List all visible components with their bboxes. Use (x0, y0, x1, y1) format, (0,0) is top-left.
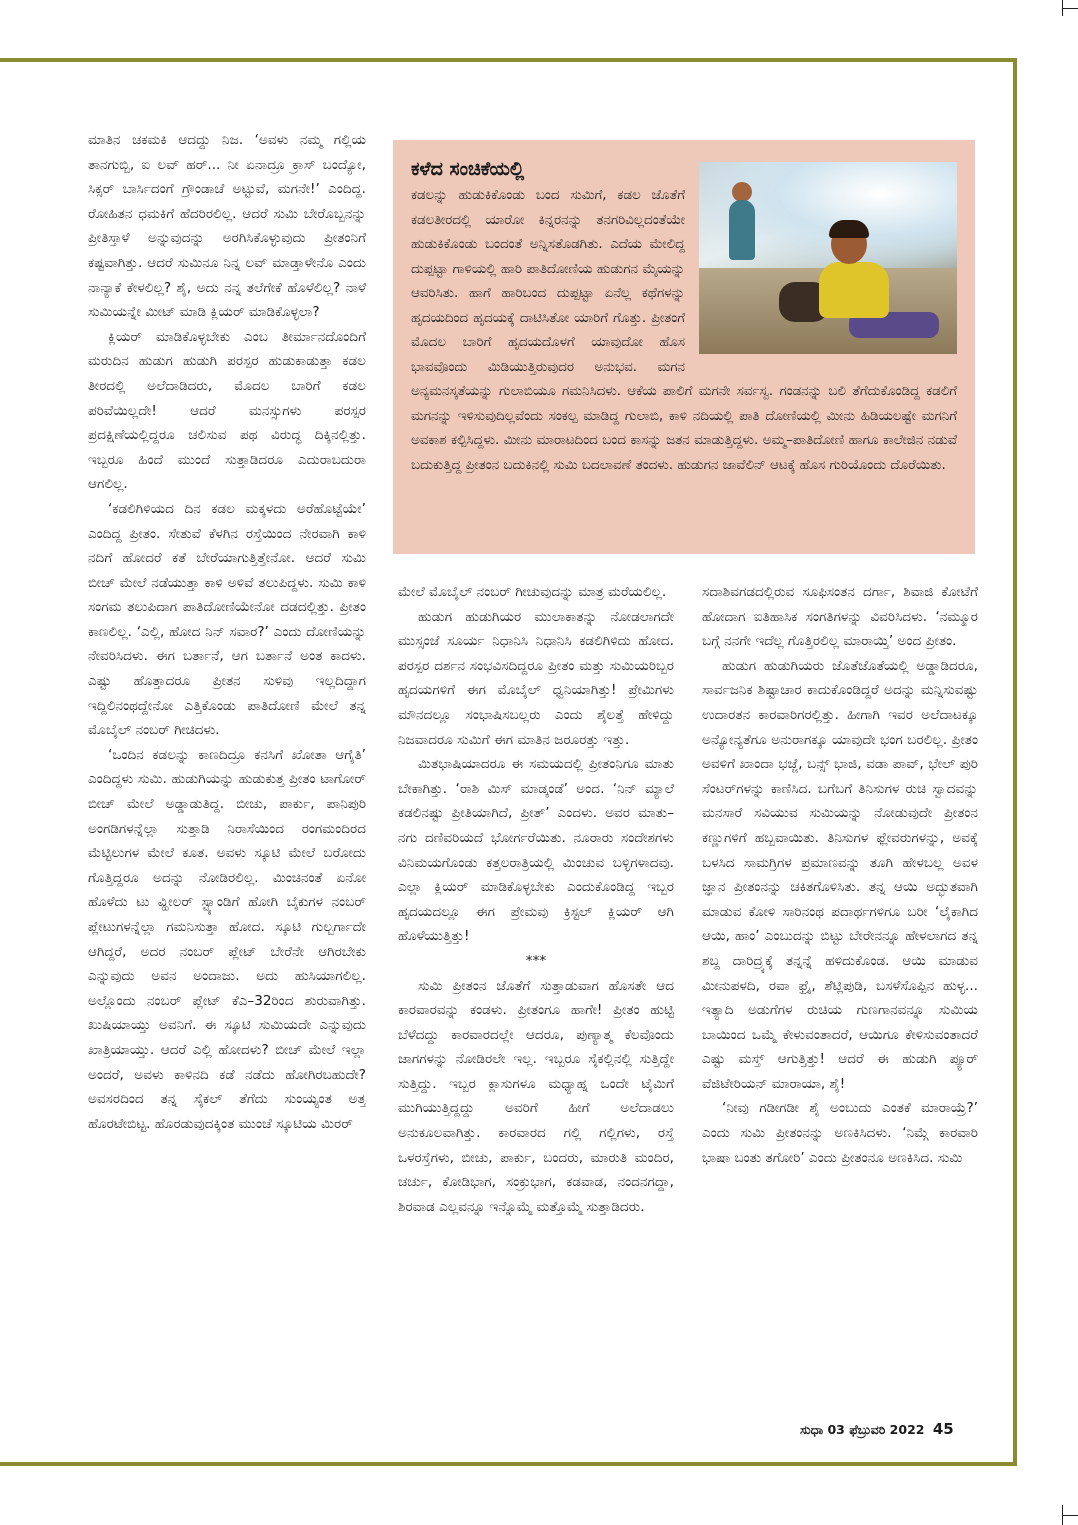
article-column-2 (398, 580, 674, 1396)
paragraph: ‘ಒಂದಿನ ಕಡಲನ್ನು ಕಾಣದಿದ್ರೂ ಕನಸಿಗೆ ಖೋತಾ ಆಗೈತಿ’ ಎಂದಿದ್ದಳು ಸುಮಿ. ಹುಡುಗಿಯನ್ನು ಹುಡುಕುತ್ತ ಪ್ರೀತಂ ಟಾಗೋರ್ ಬೀಚ್ ಮೇಲೆ ಅಡ್ಡಾಡುತಿದ್ದ. ಬೀಚು, ಪಾರ್ಕು, ಪಾನಿಪುರಿ ಅಂಗಡಿಗಳನ್ನೆಲ್ಲಾ ಸುತ್ತಾಡಿ ನಿರಾಸೆಯಿಂದ ರಂಗಮಂದಿರದ ಮೆಟ್ಟಿಲುಗಳ ಮೇಲೆ ಕೂತ. ಅವಳು ಸ್ಕೂಟಿ ಮೇಲೆ ಬರೋದು ಗೊತ್ತಿದ್ದರೂ ಅದನ್ನು ನೋಡಿರಲಿಲ್ಲ. ಮಿಂಚಿನಂತೆ ಏನೋ ಹೊಳೆದು ಟು ವ್ಹೀಲರ್ ಸ್ಟ್ಯಾಂಡಿಗೆ ಹೋಗಿ ಬೈಕುಗಳ ನಂಬರ್ ಪ್ಲೇಟುಗಳನ್ನೆಲ್ಲಾ ಗಮನಿಸುತ್ತಾ ಹೋದ. ಸ್ಕೂಟಿ ಗುಲ್ಬರ್ಗಾದೇ ಆಗಿದ್ದರೆ, ಅದರ ನಂಬರ್ ಪ್ಲೇಟ್ ಬೇರೆನೇ ಆಗಿರಬೇಕು ಎನ್ನುವುದು ಅವನ ಅಂದಾಜು. ಅದು ಹುಸಿಯಾಗಲಿಲ್ಲ. ಅಲ್ಲೊಂದು ನಂಬರ್ ಪ್ಲೇಟ್ ಕೆಎ–32ರಿಂದ ಶುರುವಾಗಿತ್ತು. ಖುಷಿಯಾಯ್ತು ಅವನಿಗೆ. ಈ ಸ್ಕೂಟಿ ಸುಮಿಯದೇ ಎನ್ನುವುದು ಖಾತ್ರಿಯಾಯ್ತು. ಆದರೆ ಎಲ್ಲಿ ಹೋದಳು? ಬೀಚ್ ಮೇಲೆ ಇಲ್ಲಾ ಅಂದರೆ, ಅವಳು ಕಾಳಿನದಿ ಕಡೆ ನಡೆದು ಹೋಗಿರಬಹುದೇ? ಅವಸರದಿಂದ ತನ್ನ ಸೈಕಲ್ ತೆಗೆದು ಸುಂಯ್ಯಂತ ಅತ್ತ ಹೊರಟೇಬಿಟ್ಟ. ಹೊರಡುವುದಕ್ಕಿಂತ ಮುಂಚೆ ಸ್ಕೂಟಿಯ ಮಿರರ್ (88, 746, 366, 1132)
paragraph: ಮೇಲೆ ಮೊಬೈಲ್ ನಂಬರ್ ಗೀಚುವುದನ್ನು ಮಾತ್ರ ಮರೆಯಲಿಲ್ಲ. (398, 584, 667, 600)
article-column-3 (702, 580, 978, 1396)
paragraph: ಸದಾಶಿವಗಡದಲ್ಲಿರುವ ಸೂಫಿಸಂತನ ದರ್ಗಾ, ಶಿವಾಜಿ ಕೋಟೆಗೆ ಹೋದಾಗ ಐತಿಹಾಸಿಕ ಸಂಗತಿಗಳನ್ನು ವಿವರಿಸಿದಳು. ‘ನಮ್ಮೂರ ಬಗ್ಗೆ ನನಗೇ ಇದೆಲ್ಲ ಗೊತ್ತಿರಲಿಲ್ಲ ಮಾರಾಯ್ತಿ’ ಅಂದ ಪ್ರೀತಂ. (702, 584, 978, 650)
crop-mark (1062, 1515, 1078, 1516)
paragraph: ‘ಕಡಲಿಗಿಳಿಯದ ದಿನ ಕಡಲ ಮಕ್ಕಳದು ಅರೆಹೊಟ್ಟೆಯೇ’ ಎಂದಿದ್ದ ಪ್ರೀತಂ. ಸೇತುವೆ ಕೆಳಗಿನ ರಸ್ತೆಯಿಂದ ನೇರವಾಗಿ ಕಾಳಿ ನದಿಗೆ ಹೋದರೆ ಕತೆ ಬೇರೆಯಾಗುತ್ತಿತ್ತೇನೋ. ಆದರೆ ಸುಮಿ ಬೀಚ್ ಮೇಲೆ ನಡೆಯುತ್ತಾ ಕಾಳಿ ಅಳಿವೆ ತಲುಪಿದ್ದಳು. ಸುಮಿ ಕಾಳಿ ಸಂಗಮ ತಲುಪಿದಾಗ ಪಾತಿದೋಣಿಯೇನೋ ದಡದಲ್ಲಿತ್ತು. ಪ್ರೀತಂ ಕಾಣಲಿಲ್ಲ. ‘ಎಲ್ಲಿ, ಹೋದ ನಿನ್ ಸವಾರ?’ ಎಂದು ದೋಣಿಯನ್ನು ನೇವರಿಸಿದಳು. ಈಗ ಬರ್ತಾನೆ, ಆಗ ಬರ್ತಾನೆ ಅಂತ ಕಾದಳು. ಎಷ್ಟು ಹೊತ್ತಾದರೂ ಪ್ರೀತನ ಸುಳಿವು ಇಲ್ಲದಿದ್ದಾಗ ಇದ್ದಿಲಿನಂಥದ್ದೇನೋ ಎತ್ತಿಕೊಂಡು ಪಾತಿದೋಣಿ ಮೇಲೆ ತನ್ನ ಮೊಬೈಲ್ ನಂಬರ್ ಗೀಚಿದಳು. (88, 500, 366, 739)
paragraph: ಮಾತಿನ ಚಕಮಕಿ ಆದದ್ದು ನಿಜ. ‘ಅವಳು ನಮ್ಮ ಗಲ್ಲಿಯ ತಾನಗುಬ್ಬಿ, ಐ ಲವ್ ಹರ್... ನೀ ಏನಾದ್ರೂ ಕ್ರಾಸ್ ಬಂದ್ಯೋ, ಸಿಕ್ಸರ್ ಬಾರ್ಸಿದಂಗೆ ಗ್ರೌಂಡಾಚೆ ಅಟ್ಟುವೆ, ಮಗನೇ!’ ಎಂದಿದ್ದ. ರೋಹಿತನ ಧಮಕಿಗೆ ಹೆದರಿರಲಿಲ್ಲ. ಆದರೆ ಸುಮಿ ಬೇರೊಬ್ಬನನ್ನು ಪ್ರೀತಿಸ್ತಾಳೆ ಅನ್ನುವುದನ್ನು ಅರಗಿಸಿಕೊಳ್ಳುವುದು ಪ್ರೀತಂನಿಗೆ ಕಷ್ಟವಾಗಿತ್ತು. ಆದರೆ ಸುಮಿನೂ ನಿನ್ನ ಲವ್ ಮಾಡ್ತಾಳೇನೊ ಎಂದು ನಾನ್ಯಾಕೆ ಕೇಳಲಿಲ್ಲ? ಶೈ, ಅದು ನನ್ನ ತಲೆಗೇಕೆ ಹೊಳೆಲಿಲ್ಲ? ನಾಳೆ ಸುಮಿಯನ್ನೇ ಮೀಟ್ ಮಾಡಿ ಕ್ಲಿಯರ್ ಮಾಡಿಕೊಳ್ಳಲಾ? (88, 132, 366, 321)
article-column-1 (88, 128, 366, 1396)
paragraph: ಸುಮಿ ಪ್ರೀತಂನ ಜೊತೆಗೆ ಸುತ್ತಾಡುವಾಗ ಹೊಸತೇ ಆದ ಕಾರವಾರವನ್ನು ಕಂಡಳು. ಪ್ರೀತಂಗೂ ಹಾಗೇ! ಪ್ರೀತಂ ಹುಟ್ಟಿ ಬೆಳೆದದ್ದು ಕಾರವಾರದಲ್ಲೇ ಆದರೂ, ಪುಣ್ಯಾತ್ಮ ಕೆಲವೊಂದು ಜಾಗಗಳನ್ನು ನೋಡಿರಲೇ ಇಲ್ಲ. ಇಬ್ಬರೂ ಸೈಕಲ್ಲಿನಲ್ಲಿ ಸುತ್ತಿದ್ದೇ ಸುತ್ತಿದ್ದು. ಇಬ್ಬರ ಕ್ಲಾಸುಗಳೂ ಮಧ್ಯಾಹ್ನ ಒಂದೇ ಟೈಮಿಗೆ ಮುಗಿಯುತ್ತಿದ್ದದ್ದು ಅವರಿಗೆ ಹೀಗೆ ಅಲೆದಾಡಲು ಅನುಕೂಲವಾಗಿತ್ತು. ಕಾರವಾರದ ಗಲ್ಲಿ ಗಲ್ಲಿಗಳು, ರಸ್ತೆ ಒಳರಸ್ತೆಗಳು, ಬೀಚು, ಪಾರ್ಕು, ಬಂದರು, ಮಾರುತಿ ಮಂದಿರ, ಚರ್ಚು, ಕೋಡಿಭಾಗ, ಸಂಕ್ರುಭಾಗ, ಕಡವಾಡ, ನಂದನಗದ್ದಾ, ಶಿರವಾಡ ಎಲ್ಲವನ್ನೂ ಇನ್ನೊಮ್ಮೆ ಮತ್ತೊಮ್ಮೆ ಸುತ್ತಾಡಿದರು. (398, 977, 674, 1215)
page-footer (800, 1420, 954, 1438)
crop-mark (1062, 8, 1078, 9)
paragraph: ಹುಡುಗ ಹುಡುಗಿಯರು ಜೊತೆಜೊತೆಯಲ್ಲಿ ಅಡ್ಡಾಡಿದರೂ, ಸಾರ್ವಜನಿಕ ಶಿಷ್ಟಾಚಾರ ಕಾದುಕೊಂಡಿದ್ದರೆ ಅದನ್ನು ಮನ್ನಿಸುವಷ್ಟು ಉದಾರತನ ಕಾರವಾರಿಗರಲ್ಲಿತ್ತು. ಹೀಗಾಗಿ ಇವರ ಅಲೆದಾಟಕ್ಕೂ ಅನ್ಯೋನ್ಯತೆಗೂ ಅನುರಾಗಕ್ಕೂ ಯಾವುದೇ ಭಂಗ ಬರಲಿಲ್ಲ. ಪ್ರೀತಂ ಅವಳಿಗೆ ಖಾಂದಾ ಭಜ್ಜೆ, ಬನ್ಸ್ ಭಾಜಿ, ವಡಾ ಪಾವ್, ಭೇಲ್ ಪುರಿ ಸೆಂಟರ್‌ಗಳನ್ನು ಕಾಣಿಸಿದ. ಬಗೆಬಗೆ ತಿನಿಸುಗಳ ರುಚಿ ಸ್ವಾದವನ್ನು ಮನಸಾರೆ ಸವಿಯುವ ಸುಮಿಯನ್ನು ನೋಡುವುದೇ ಪ್ರೀತಂನ ಕಣ್ಣುಗಳಿಗೆ ಹಬ್ಬವಾಯಿತು. ತಿನಿಸುಗಳ ಫ್ಲೇವರುಗಳನ್ನು, ಅವಕ್ಕೆ ಬಳಸಿದ ಸಾಮಗ್ರಿಗಳ ಪ್ರಮಾಣವನ್ನು ತೂಗಿ ಹೇಳಬಲ್ಲ ಅವಳ ಜ್ಞಾನ ಪ್ರೀತಂನನ್ನು ಚಕಿತಗೊಳಿಸಿತು. ತನ್ನ ಆಯಿ ಅದ್ಭುತವಾಗಿ ಮಾಡುವ ಕೋಳಿ ಸಾರಿನಂಥ ಪದಾರ್ಥಗಳಿಗೂ ಬರೀ ‘ಲೈಕಾಗಿದ ಆಯಿ, ಹಾಂ’ ಎಂಬುದನ್ನು ಬಿಟ್ಟು ಬೇರೇನನ್ನೂ ಹೇಳಲಾಗದ ತನ್ನ ಶಬ್ದ ದಾರಿದ್ರ್ಯಕ್ಕೆ ತನ್ನನ್ನೆ ಹಳಿದುಕೊಂಡ. ಆಯಿ ಮಾಡುವ ಮೀನುಪಳದಿ, ರವಾ ಫ್ರೈ, ಶೆಟ್ಲಿಪುಡಿ, ಬಸಳೆಸೊಪ್ಪಿನ ಹುಳ್ಳ... ಇತ್ಯಾದಿ ಅಡುಗೆಗಳ ರುಚಿಯ ಗುಣಗಾನವನ್ನೂ ಸುಮಿಯ ಬಾಯಿಂದ ಒಮ್ಮೆ ಕೇಳುವಂತಾದರೆ, ಆಯಿಗೂ ಕೇಳಿಸುವಂತಾದರೆ ಎಷ್ಟು ಮಸ್ತ್ ಆಗುತ್ತಿತ್ತು! ಆದರೆ ಈ ಹುಡುಗಿ ಪ್ಯೂರ್ ವೆಜಿಟೇರಿಯನ್ ಮಾರಾಯಾ, ಶೈ! (702, 657, 978, 1092)
story-illustration (699, 162, 957, 354)
section-separator: *** (525, 952, 547, 969)
paragraph: ‘ನೀವು ಗಡೀಗಡೀ ಶೈ ಅಂಬುದು ಎಂತಕೆ ಮಾರಾಯ್ರೆ?’ ಎಂದು ಸುಮಿ ಪ್ರೀತಂನನ್ನು ಅಣಕಿಸಿದಳು. ‘ನಿಮ್ಗೆ ಕಾರವಾರಿ ಭಾಷಾ ಬಂತು ತಗೋರಿ’ ಎಂದು ಪ್ರೀತಂನೂ ಅಣಕಿಸಿದ. ಸುಮಿ (702, 1100, 978, 1166)
magazine-issue: ಸುಧಾ 03 ಫೆಬ್ರುವರಿ 2022 (800, 1422, 925, 1437)
previous-episode-box (393, 140, 975, 554)
paragraph: ಮಿತಭಾಷಿಯಾದರೂ ಈ ಸಮಯದಲ್ಲಿ ಪ್ರೀತಂನಿಗೂ ಮಾತು ಬೇಕಾಗಿತ್ತು. ‘ರಾಶಿ ಮಿಸ್ ಮಾಡ್ಕಂಡೆ’ ಅಂದ. ‘ನಿನ್ ಮ್ಯಾಲೆ ಕಡಲಿನಷ್ಟು ಪ್ರೀತಿಯಾಗಿದೆ, ಪ್ರೀತ್’ ಎಂದಳು. ಅವರ ಮಾತು–ನಗು ದಣಿವರಿಯದೆ ಭೋರ್ಗರೆಯಿತು. ನೂರಾರು ಸಂದೇಶಗಳು ವಿನಿಮಯಗೊಂಡು ಕತ್ತಲರಾತ್ರಿಯಲ್ಲಿ ಮಿಂಚುವ ಬಳ್ಳಿಗಳಾದವು. ಎಲ್ಲಾ ಕ್ಲಿಯರ್ ಮಾಡಿಕೊಳ್ಳಬೇಕು ಎಂದುಕೊಂಡಿದ್ದ ಇಬ್ಬರ ಹೃದಯದಲ್ಲೂ ಈಗ ಪ್ರೇಮವು ಕ್ರಿಸ್ಟಲ್ ಕ್ಲಿಯರ್ ಆಗಿ ಹೊಳೆಯುತ್ತಿತ್ತು! (398, 756, 674, 945)
paragraph: ಹುಡುಗ ಹುಡುಗಿಯರ ಮುಲಾಕಾತನ್ನು ನೋಡಲಾಗದೇ ಮುಸ್ಸಂಜೆ ಸೂರ್ಯ ನಿಧಾನಿಸಿ ನಿಧಾನಿಸಿ ಕಡಲಿಗಿಳಿದು ಹೋದ. ಪರಸ್ಪರ ದರ್ಶನ ಸಂಭವಿಸದಿದ್ದರೂ ಪ್ರೀತಂ ಮತ್ತು ಸುಮಿಯರಿಬ್ಬರ ಹೃದಯಗಳಿಗೆ ಈಗ ಮೊಬೈಲ್ ಧ್ವನಿಯಾಗಿತ್ತು! ಪ್ರೇಮಿಗಳು ಮೌನದಲ್ಲೂ ಸಂಭಾಷಿಸಬಲ್ಲರು ಎಂದು ಶೈಲತ್ತೆ ಹೇಳಿದ್ದು ನಿಜವಾದರೂ ಸುಮಿಗೆ ಈಗ ಮಾತಿನ ಜರೂರತ್ತು ಇತ್ತು. (398, 608, 674, 748)
page-number: 45 (932, 1420, 954, 1438)
previous-episode-title: ಕಳೆದ ಸಂಚಿಕೆಯಲ್ಲಿ (411, 158, 525, 180)
previous-episode-text: ಕಡಲನ್ನು ಹುಡುಕಿಕೊಂಡು ಬಂದ ಸುಮಿಗೆ, ಕಡಲ ಜೊತೆಗೆ ಕಡಲತೀರದಲ್ಲಿ ಯಾರೋ ಕಿನ್ನರನನ್ನು ತನಗರಿವಿಲ್ಲದಂತೆಯೇ ಹುಡುಕಿಕೊಂಡು ಬಂದಂತೆ ಅನ್ನಿಸತೊಡಗಿತು. ಎದೆಯ ಮೇಲಿದ್ದ ದುಪ್ಪಟ್ಟಾ ಗಾಳಿಯಲ್ಲಿ ಹಾರಿ ಪಾತಿದೋಣಿಯ ಹುಡುಗನ ಮೈಯನ್ನು ಆವರಿಸಿತು. ಹಾಗೆ ಹಾರಿಬಂದ ದುಪ್ಪಟ್ಟಾ ಏನೆಲ್ಲ ಕಥೆಗಳನ್ನು ಹೃದಯದಿಂದ ಹೃದಯಕ್ಕೆ ದಾಟಿಸಿತೋ ಯಾರಿಗೆ ಗೊತ್ತು. ಪ್ರೀತಂಗೆ ಮೊದಲ ಬಾರಿಗೆ ಹೃದಯದೊಳಗೆ ಯಾವುದೋ ಹೊಸ ಭಾವವೊಂದು ಮಿಡಿಯುತ್ತಿರುವುದರ ಅನುಭವ. ಮಗನ ಅನ್ಯಮನಸ್ಕತೆಯನ್ನು ಗುಲಾಬಿಯೂ ಗಮನಿಸಿದಳು. ಆಕೆಯ ಪಾಲಿಗೆ ಮಗನೇ ಸರ್ವಸ್ವ. ಗಂಡನನ್ನು ಬಲಿ ತೆಗೆದುಕೊಂಡಿದ್ದ ಕಡಲಿಗೆ ಮಗನನ್ನು ಇಳಿಸುವುದಿಲ್ಲವೆಂದು ಸಂಕಲ್ಪ ಮಾಡಿದ್ದ ಗುಲಾಬಿ, ಕಾಳಿ ನದಿಯಲ್ಲಿ ಪಾತಿ ದೋಣಿಯಲ್ಲಿ ಮೀನು ಹಿಡಿಯಲಷ್ಟೇ ಮಗನಿಗೆ ಅವಕಾಶ ಕಲ್ಪಿಸಿದ್ದಳು. ಮೀನು ಮಾರಾಟದಿಂದ ಬಂದ ಕಾಸನ್ನು ಜತನ ಮಾಡುತ್ತಿದ್ದಳು. ಅಮ್ಮ–ಪಾತಿದೋಣಿ ಹಾಗೂ ಕಾಲೇಜಿನ ನಡುವೆ ಬದುಕುತ್ತಿದ್ದ ಪ್ರೀತಂನ ಬದುಕಿನಲ್ಲಿ ಸುಮಿ ಬದಲಾವಣೆ ತಂದಳು. ಹುಡುಗನ ಜಾವೆಲಿನ್ ಆಟಕ್ಕೆ ಹೊಸ ಗುರಿಯೊಂದು ದೊರೆಯಿತು. (411, 188, 957, 473)
paragraph: ಕ್ಲಿಯರ್ ಮಾಡಿಕೊಳ್ಳಬೇಕು ಎಂಬ ತೀರ್ಮಾನದೊಂದಿಗೆ ಮರುದಿನ ಹುಡುಗ ಹುಡುಗಿ ಪರಸ್ಪರ ಹುಡುಕಾಡುತ್ತಾ ಕಡಲ ತೀರದಲ್ಲಿ ಅಲೆದಾಡಿದರು, ಮೊದಲ ಬಾರಿಗೆ ಕಡಲ ಪರಿವೆಯಿಲ್ಲದೇ! ಆದರೆ ಮನಸ್ಸುಗಳು ಪರಸ್ಪರ ಪ್ರದಕ್ಷಿಣೆಯಲ್ಲಿದ್ದರೂ ಚಲಿಸುವ ಪಥ ವಿರುದ್ಧ ದಿಕ್ಕಿನಲ್ಲಿತ್ತು. ಇಬ್ಬರೂ ಹಿಂದೆ ಮುಂದೆ ಸುತ್ತಾಡಿದರೂ ಎದುರಾಬದುರಾ ಆಗಲಿಲ್ಲ. (88, 328, 366, 493)
